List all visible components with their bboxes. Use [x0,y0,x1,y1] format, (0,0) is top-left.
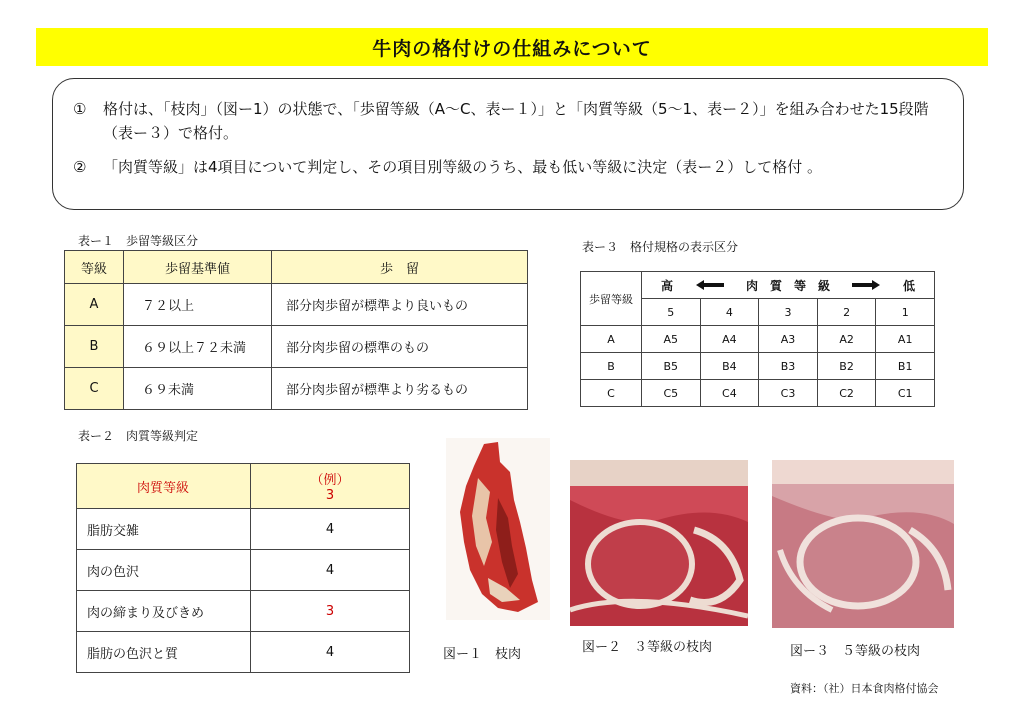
summary-text: 「肉質等級」は4項目について判定し、その項目別等級のうち、最も低い等級に決定（表ー２）して格付 。 [103,158,823,176]
grade-cell: C1 [876,380,935,407]
grade-cell: B4 [700,353,759,380]
table-row [581,380,935,407]
desc-cell: 部分肉歩留が標準より良いもの [272,284,528,326]
source-note: 資料：（社）日本食肉格付協会 [790,682,939,695]
grade-cell: A1 [876,326,935,353]
item-label: 脂肪交雑 [77,509,251,550]
table-header: 歩 留 [272,251,528,284]
axis-label: 肉 質 等 級 [745,278,830,293]
item-value: 4 [251,509,410,550]
grade-number: 2 [817,299,876,326]
grade-cell: C2 [817,380,876,407]
grade-cell: B [65,326,124,368]
desc-cell: 部分肉歩留が標準より劣るもの [272,368,528,410]
row-label: C [581,380,642,407]
row-label: B [581,353,642,380]
grade-cell: A2 [817,326,876,353]
grade-number: 1 [876,299,935,326]
item-label: 肉の締まり及びきめ [77,591,251,632]
desc-cell: 部分肉歩留の標準のもの [272,326,528,368]
item-value-lowest: 3 [251,591,410,632]
arrow-right-icon [852,280,880,290]
grade-cell: A5 [642,326,701,353]
table3-caption: 表ー３ 格付規格の表示区分 [582,240,739,254]
page-title: 牛肉の格付けの仕組みについて [36,28,988,66]
value-cell: ６９未満 [124,368,272,410]
grade3-meat-image [570,460,748,626]
grade-cell: C4 [700,380,759,407]
table-row [65,368,528,410]
grade-cell: B1 [876,353,935,380]
example-value: 3 [325,488,335,503]
carcass-image [446,438,550,620]
grade-matrix-table [580,271,935,407]
yield-grade-table [64,250,528,410]
table-row [77,550,410,591]
summary-box [52,78,964,210]
table-row [581,326,935,353]
grade-number: 4 [700,299,759,326]
table-row [77,509,410,550]
grade-cell: B2 [817,353,876,380]
item-value: 4 [251,632,410,673]
quality-axis-header [642,272,935,299]
grade-cell: A4 [700,326,759,353]
summary-number: ① [73,100,87,118]
example-label: （例） [310,473,350,488]
table1-caption: 表ー１ 歩留等級区分 [78,234,199,248]
summary-item-2 [73,155,943,179]
summary-number: ② [73,158,87,176]
row-header: 歩留等級 [581,272,642,326]
grade-number: 3 [759,299,818,326]
grade-cell: C [65,368,124,410]
summary-item-1 [73,97,943,145]
table2-caption: 表ー２ 肉質等級判定 [78,429,199,443]
low-label: 低 [902,278,915,293]
meat-quality-table [76,463,410,673]
table-row [77,632,410,673]
figure2-caption: 図ー２ ３等級の枝肉 [582,640,713,655]
row-label: A [581,326,642,353]
summary-text: 格付は、「枝肉」（図ー1）の状態で、「歩留等級（A〜C、表ー１）」と「肉質等級（5〜1、表ー２）」を組み合わせた15段階（表ー３）で格付。 [103,100,929,142]
table-row [77,591,410,632]
table-row [65,326,528,368]
value-cell: ７２以上 [124,284,272,326]
example-header [251,464,410,509]
item-label: 脂肪の色沢と質 [77,632,251,673]
grade-cell: C3 [759,380,818,407]
grade-cell: B5 [642,353,701,380]
figure3-caption: 図ー３ ５等級の枝肉 [790,644,921,659]
table-row [581,353,935,380]
quality-grade-header: 肉質等級 [77,464,251,509]
grade-cell: B3 [759,353,818,380]
grade-cell: A3 [759,326,818,353]
high-label: 高 [661,278,674,293]
value-cell: ６９以上７２未満 [124,326,272,368]
item-label: 肉の色沢 [77,550,251,591]
item-value: 4 [251,550,410,591]
table-header: 歩留基準値 [124,251,272,284]
grade-cell: A [65,284,124,326]
grade-cell: C5 [642,380,701,407]
figure1-caption: 図ー１ 枝肉 [443,647,522,662]
arrow-left-icon [696,280,724,290]
grade5-meat-image [772,460,954,628]
table-row [65,284,528,326]
table-header: 等級 [65,251,124,284]
grade-number: 5 [642,299,701,326]
